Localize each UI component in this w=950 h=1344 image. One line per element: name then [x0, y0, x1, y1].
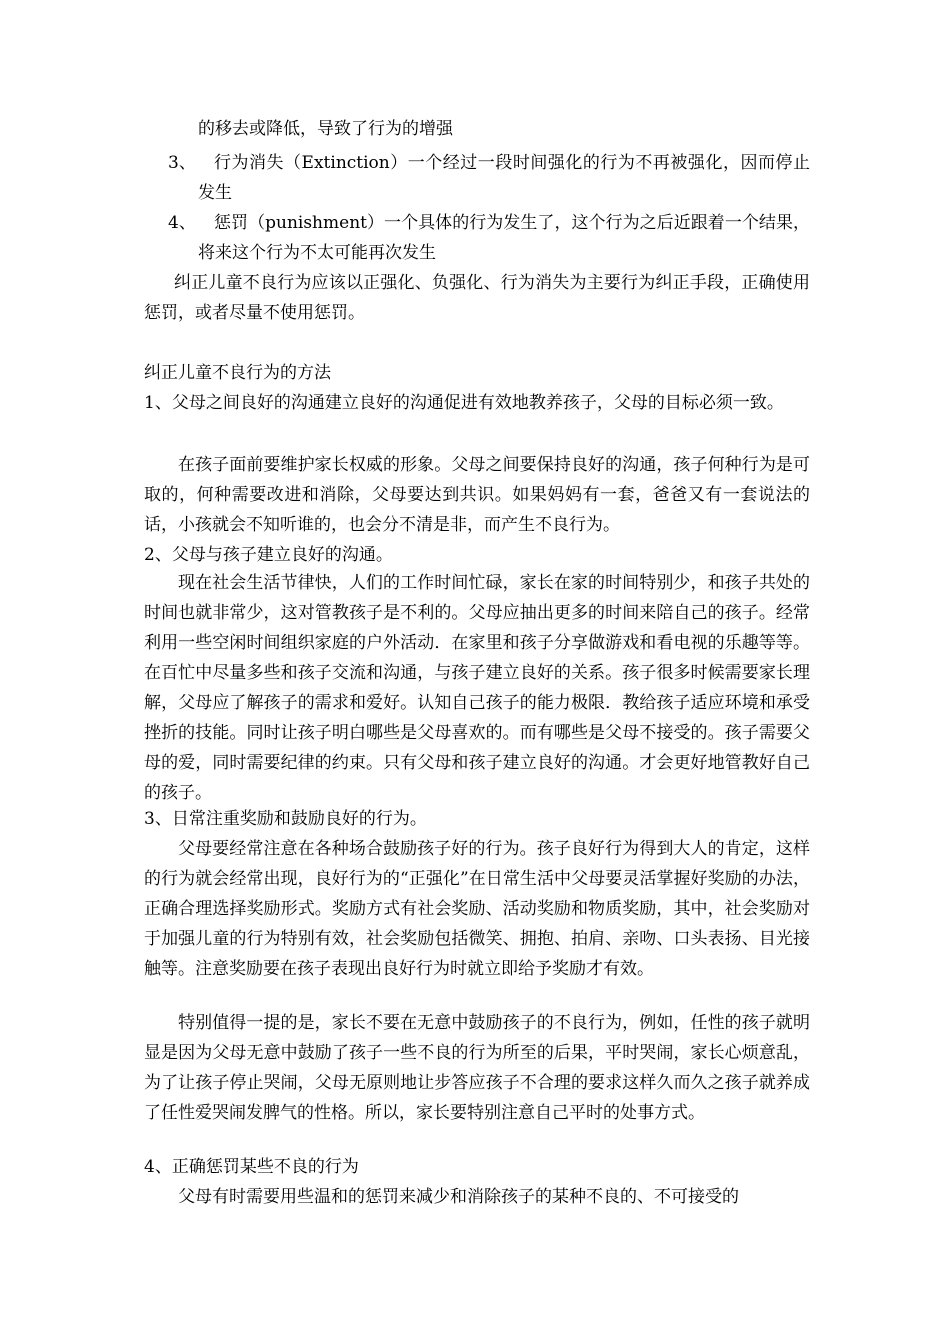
- method-2-paragraph: 现在社会生活节律快，人们的工作时间忙碌，家长在家的时间特别少，和孩子共处的时间也就非常少，这对管教孩子是不利的。父母应抽出更多的时间来陪自己的孩子。经常利用一些空闲时间组织家庭的户外活动．在家里和孩子分享做游戏和看电视的乐趣等等。在百忙中尽量多些和孩子交流和沟通，与孩子建立良好的关系。孩子很多时候需要家长理解，父母应了解孩子的需求和爱好。认知自己孩子的能力极限．教给孩子适应环境和承受挫折的技能。同时让孩子明白哪些是父母喜欢的。而有哪些是父母不接受的。孩子需要父母的爱，同时需要纪律的约束。只有父母和孩子建立良好的沟通。才会更好地管教好自己的孩子。: [144, 573, 810, 803]
- section-title: 纠正儿童不良行为的方法: [144, 363, 331, 383]
- method-2-heading: 2、父母与孩子建立良好的沟通。: [144, 545, 393, 565]
- method-3-heading: 3、日常注重奖励和鼓励良好的行为。: [144, 809, 427, 829]
- method-1-paragraph: 在孩子面前要维护家长权威的形象。父母之间要保持良好的沟通，孩子何种行为是可取的，何种需要改进和消除，父母要达到共识。如果妈妈有一套，爸爸又有一套说法的话，小孩就会不知听谁的，也会分不清是非，而产生不良行为。: [144, 455, 810, 535]
- summary-paragraph: 纠正儿童不良行为应该以正强化、负强化、行为消失为主要行为纠正手段，正确使用惩罚，或者尽量不使用惩罚。: [144, 273, 810, 323]
- list-number: 3、: [168, 153, 196, 173]
- list-item-text: 行为消失（Extinction）一个经过一段时间强化的行为不再被强化，因而停止发生: [198, 153, 810, 203]
- method-1-heading: 1、父母之间良好的沟通建立良好的沟通促进有效地教养孩子，父母的目标必须一致。: [144, 393, 784, 413]
- method-4-paragraph: 父母有时需要用些温和的惩罚来减少和消除孩子的某种不良的、不可接受的: [178, 1187, 739, 1207]
- list-item-text: 惩罚（punishment）一个具体的行为发生了，这个行为之后近跟着一个结果，将来这个行为不太可能再次发生: [198, 213, 810, 263]
- method-4-heading: 4、正确惩罚某些不良的行为: [144, 1157, 359, 1177]
- list-number: 4、: [168, 213, 196, 233]
- list-item-continuation: 的移去或降低，导致了行为的增强: [198, 119, 453, 139]
- method-3-paragraph-2: 特别值得一提的是，家长不要在无意中鼓励孩子的不良行为，例如，任性的孩子就明显是因为父母无意中鼓励了孩子一些不良的行为所至的后果，平时哭闹，家长心烦意乱，为了让孩子停止哭闹，父母无原则地让步答应孩子不合理的要求这样久而久之孩子就养成了任性爱哭闹发脾气的性格。所以，家长要特别注意自己平时的处事方式。: [144, 1013, 810, 1123]
- method-3-paragraph-1: 父母要经常注意在各种场合鼓励孩子好的行为。孩子良好行为得到大人的肯定，这样的行为就会经常出现，良好行为的“正强化”在日常生活中父母要灵活掌握好奖励的办法，正确合理选择奖励形式。奖励方式有社会奖励、活动奖励和物质奖励，其中，社会奖励对于加强儿童的行为特别有效，社会奖励包括微笑、拥抱、拍肩、亲吻、口头表扬、目光接触等。注意奖励要在孩子表现出良好行为时就立即给予奖励才有效。: [144, 839, 810, 979]
